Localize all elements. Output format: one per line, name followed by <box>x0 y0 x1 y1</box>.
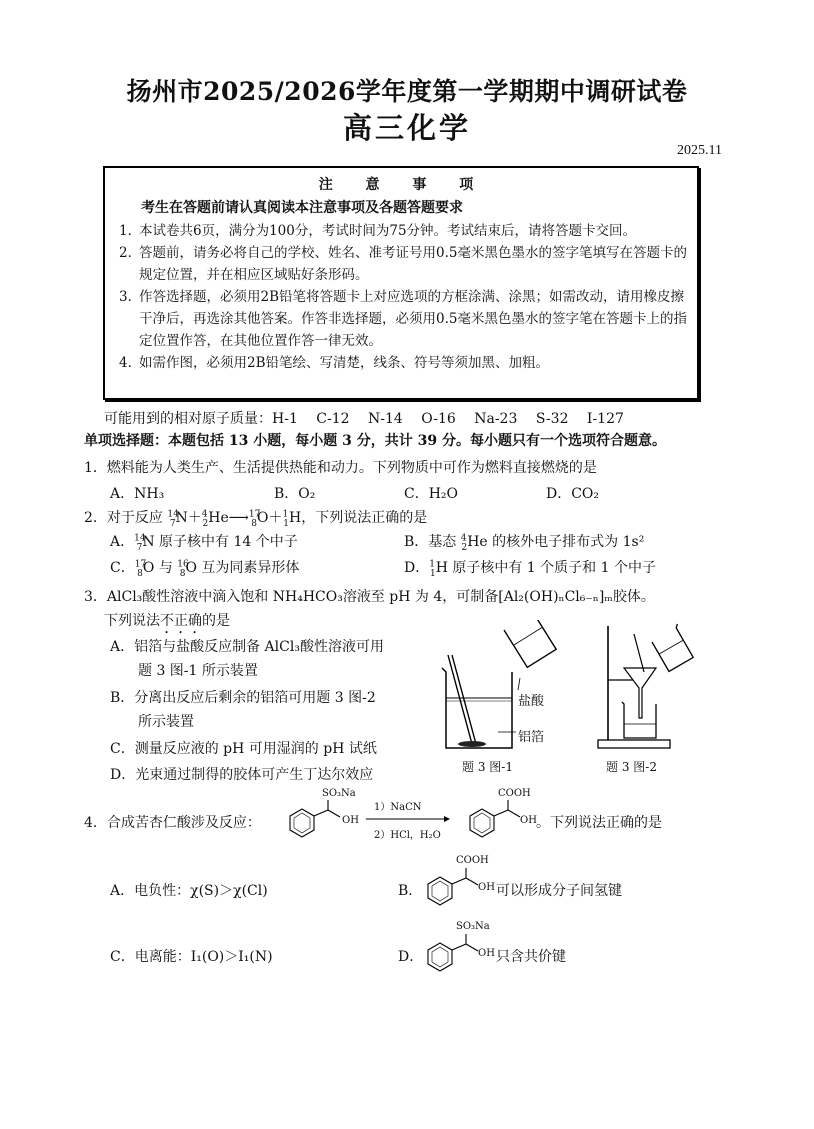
q3-emphasis-not: 不正确 <box>160 613 202 629</box>
q3-stem-2: 下列说法不正确的是 <box>104 613 230 629</box>
q2-option-a: A．$^{14}_7$N 原子核中有 14 个中子 <box>110 533 298 553</box>
q1-option-a: A．NH₃ <box>110 486 165 502</box>
q3-option-d: D．光束通过制得的胶体可产生丁达尔效应 <box>110 767 374 783</box>
q1-option-b: B．O₂ <box>274 486 316 502</box>
option-d-oh: OH <box>478 948 495 959</box>
exam-date: 2025.11 <box>677 143 722 158</box>
reagent-step2: 2）HCl，H₂O <box>374 830 441 841</box>
q2-option-d: D．$^1_1$H 原子核中有 1 个质子和 1 个中子 <box>404 559 656 579</box>
notice-item: 4． 如需作图，必须用2B铅笔绘、写清楚，线条、符号等须加黑、加粗。 <box>119 355 550 371</box>
notice-item: 1． 本试卷共6页，满分为100分，考试时间为75分钟。考试结束后，请将答题卡交回。 <box>119 223 637 239</box>
q1-option-c: C．H₂O <box>404 486 459 502</box>
q4-option-c: C．电离能：I₁(O)＞I₁(N) <box>110 949 273 965</box>
option-b-cooh: COOH <box>456 855 489 866</box>
q4-option-d-prefix: D． <box>398 949 424 965</box>
notice-subheading: 考生在答题前请认真阅读本注意事项及各题答题要求 <box>141 200 463 216</box>
subject-title: 高三化学 <box>342 111 471 145</box>
exam-title: 扬州市2025/2026学年度第一学期期中调研试卷 <box>126 77 688 106</box>
fig1-caption: 题 3 图-1 <box>462 760 513 774</box>
figure-3-2-filtration-apparatus <box>594 620 714 755</box>
q3-stem: 3．AlCl₃酸性溶液中滴入饱和 NH₄HCO₃溶液至 pH 为 4，可制备[Al₂(OH)ₙCl₆₋ₙ]ₘ胶体。 <box>84 589 655 605</box>
q4-option-b-prefix: B． <box>398 883 423 899</box>
section-heading: 单项选择题：本题包括 13 小题，每小题 3 分，共计 39 分。每小题只有一个选项符合题意。 <box>84 433 666 449</box>
atomic-masses: 可能用到的相对原子质量：H-1 C-12 N-14 O-16 Na-23 S-32 I-127 <box>104 411 624 427</box>
q2-reaction-equation: $^{14}_7$N＋$^4_2$He⟶$^{17}_8$O＋$^1_1$H <box>167 509 302 529</box>
product-cooh: COOH <box>498 788 531 799</box>
q3-option-a-cont: 题 3 图-1 所示装置 <box>138 663 258 679</box>
notice-box <box>103 166 699 400</box>
reaction-arrow <box>366 812 450 826</box>
option-d-so3na: SO₃Na <box>456 921 490 932</box>
fig1-label-acid: 盐酸 <box>518 694 545 709</box>
option-b-oh: OH <box>478 882 495 893</box>
figure-3-1-beaker-apparatus <box>432 620 582 755</box>
q2-option-c: C．$^{17}_8$O 与 $^{16}_8$O 互为同素异形体 <box>110 559 300 579</box>
fig1-label-foil: 铝箔 <box>518 730 545 745</box>
reactant-so3na: SO₃Na <box>322 788 356 799</box>
q4-stem: 4．合成苦杏仁酸涉及反应： <box>84 815 261 831</box>
q4-stem-post: 。下列说法正确的是 <box>536 815 662 831</box>
q1-option-d: D．CO₂ <box>546 486 600 502</box>
notice-item: 2． 答题前，请务必将自己的学校、姓名、准考证号用0.5毫米黑色墨水的签字笔填写在答题卡的规定位置，并在相应区域贴好条形码。 <box>119 245 687 283</box>
notice-item: 3． 作答选择题，必须用2B铅笔将答题卡上对应选项的方框涂满、涂黑；如需改动，请用橡皮擦干净后，再选涂其他答案。作答非选择题，必须用0.5毫米黑色墨水的签字笔在答题卡上的指定位置作答，在其他位置作答一律无效。 <box>119 289 687 349</box>
q3-option-b-cont: 所示装置 <box>138 714 194 730</box>
q4-option-b: 可以形成分子间氢键 <box>496 883 622 899</box>
q3-option-c: C．测量反应液的 pH 可用湿润的 pH 试纸 <box>110 741 377 757</box>
q2-option-b: B．基态 $^4_2$He 的核外电子排布式为 1s² <box>404 533 645 553</box>
q3-option-b: B．分离出反应后剩余的铝箔可用题 3 图-2 <box>110 690 376 706</box>
q3-option-a: A．铝箔与盐酸反应制备 AlCl₃酸性溶液可用 <box>110 639 384 655</box>
q2-stem: 2．对于反应 $^{14}_7$N＋$^4_2$He⟶$^{17}_8$O＋$^1_1$H，下列说法正确的是 <box>84 509 428 529</box>
product-oh: OH <box>520 815 537 826</box>
fig2-caption: 题 3 图-2 <box>606 760 657 774</box>
q4-option-a: A．电负性：χ(S)＞χ(Cl) <box>110 883 268 899</box>
q1-stem: 1．燃料能为人类生产、生活提供热能和动力。下列物质中可作为燃料直接燃烧的是 <box>84 460 597 476</box>
notice-heading: 注 意 事 项 <box>318 177 488 193</box>
reactant-oh: OH <box>342 815 359 826</box>
q4-option-d: 只含共价键 <box>496 949 566 965</box>
reagent-step1: 1）NaCN <box>374 802 422 813</box>
